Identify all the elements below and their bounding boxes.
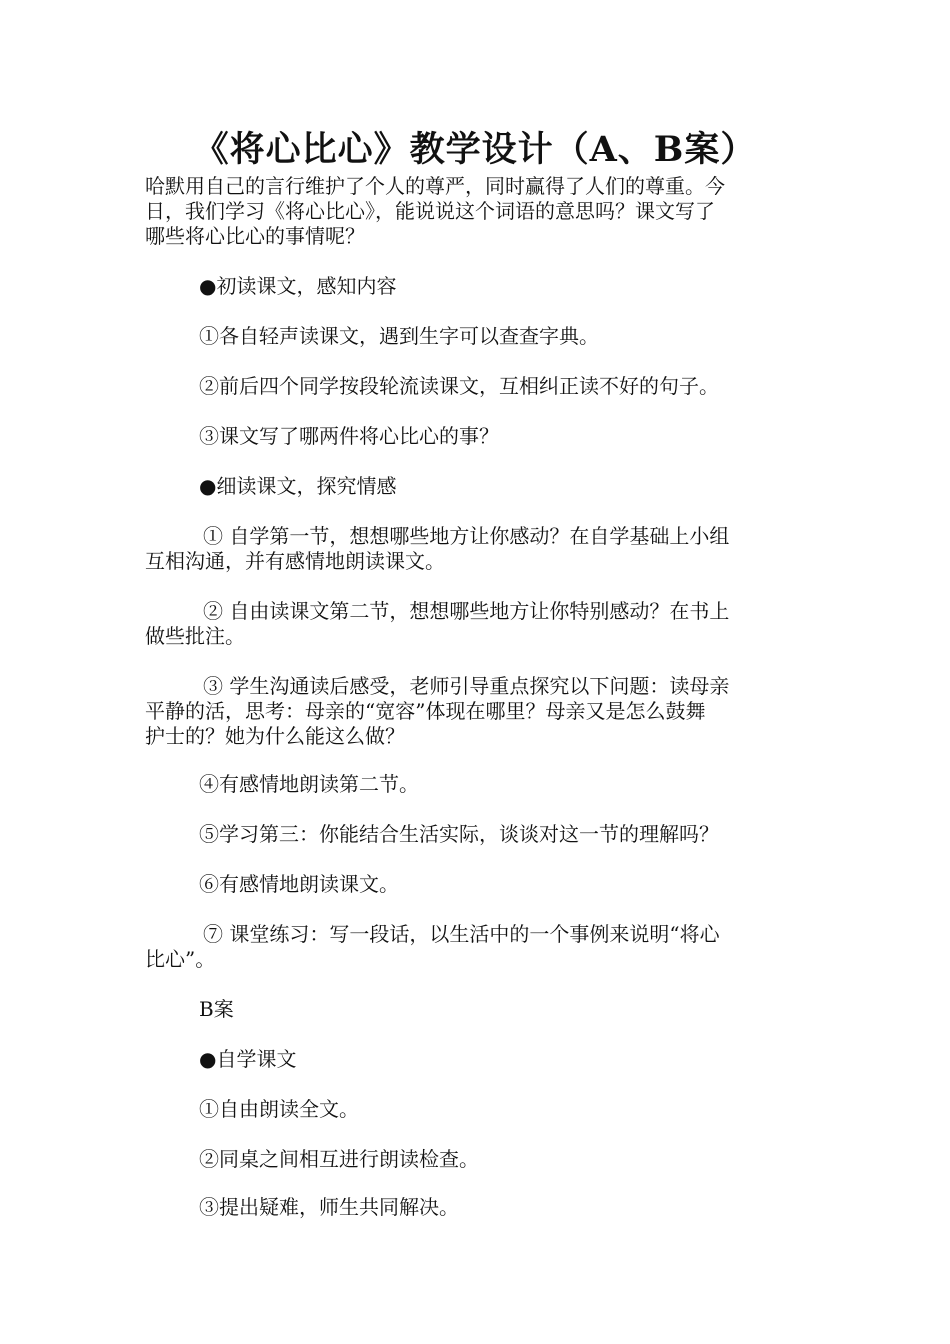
list-item: ①各自轻声读课文，遇到生字可以查查字典。: [199, 324, 599, 348]
list-item-continuation: 护士的？她为什么能这么做？: [145, 724, 405, 748]
list-item-continuation: 平静的活，思考：母亲的“宽容”体现在哪里？母亲又是怎么鼓舞: [145, 699, 706, 723]
list-item: ③提出疑难，师生共同解决。: [199, 1195, 459, 1219]
list-item: ②同桌之间相互进行朗读检查。: [199, 1147, 479, 1171]
list-item: ④有感情地朗读第二节。: [199, 772, 419, 796]
list-item-continuation: 做些批注。: [145, 624, 245, 648]
intro-line-2: 日，我们学习《将心比心》，能说说这个词语的意思吗？课文写了: [145, 199, 715, 223]
list-item: ⑦ 课堂练习：写一段话，以生活中的一个事例来说明“将心: [203, 922, 720, 946]
intro-line-3: 哪些将心比心的事情呢？: [145, 224, 365, 248]
section-heading-self-study: ●自学课文: [199, 1047, 297, 1071]
document-title: 《将心比心》教学设计（A、B案）: [193, 129, 757, 170]
plan-b-label: B案: [199, 997, 234, 1021]
list-item: ② 自由读课文第二节，想想哪些地方让你特别感动？在书上: [203, 599, 730, 623]
list-item: ⑥有感情地朗读课文。: [199, 872, 399, 896]
list-item: ① 自学第一节，想想哪些地方让你感动？在自学基础上小组: [203, 524, 730, 548]
list-item: ③课文写了哪两件将心比心的事？: [199, 424, 499, 448]
intro-line-1: 哈默用自己的言行维护了个人的尊严，同时赢得了人们的尊重。今: [145, 174, 725, 198]
list-item: ③ 学生沟通读后感受，老师引导重点探究以下问题：读母亲: [203, 674, 730, 698]
list-item: ②前后四个同学按段轮流读课文，互相纠正读不好的句子。: [199, 374, 719, 398]
list-item-continuation: 互相沟通，并有感情地朗读课文。: [145, 549, 445, 573]
list-item-continuation: 比心”。: [145, 947, 216, 971]
list-item: ①自由朗读全文。: [199, 1097, 359, 1121]
section-heading-close-reading: ●细读课文，探究情感: [199, 474, 397, 498]
section-heading-initial-reading: ●初读课文，感知内容: [199, 274, 397, 298]
list-item: ⑤学习第三：你能结合生活实际，谈谈对这一节的理解吗？: [199, 822, 719, 846]
